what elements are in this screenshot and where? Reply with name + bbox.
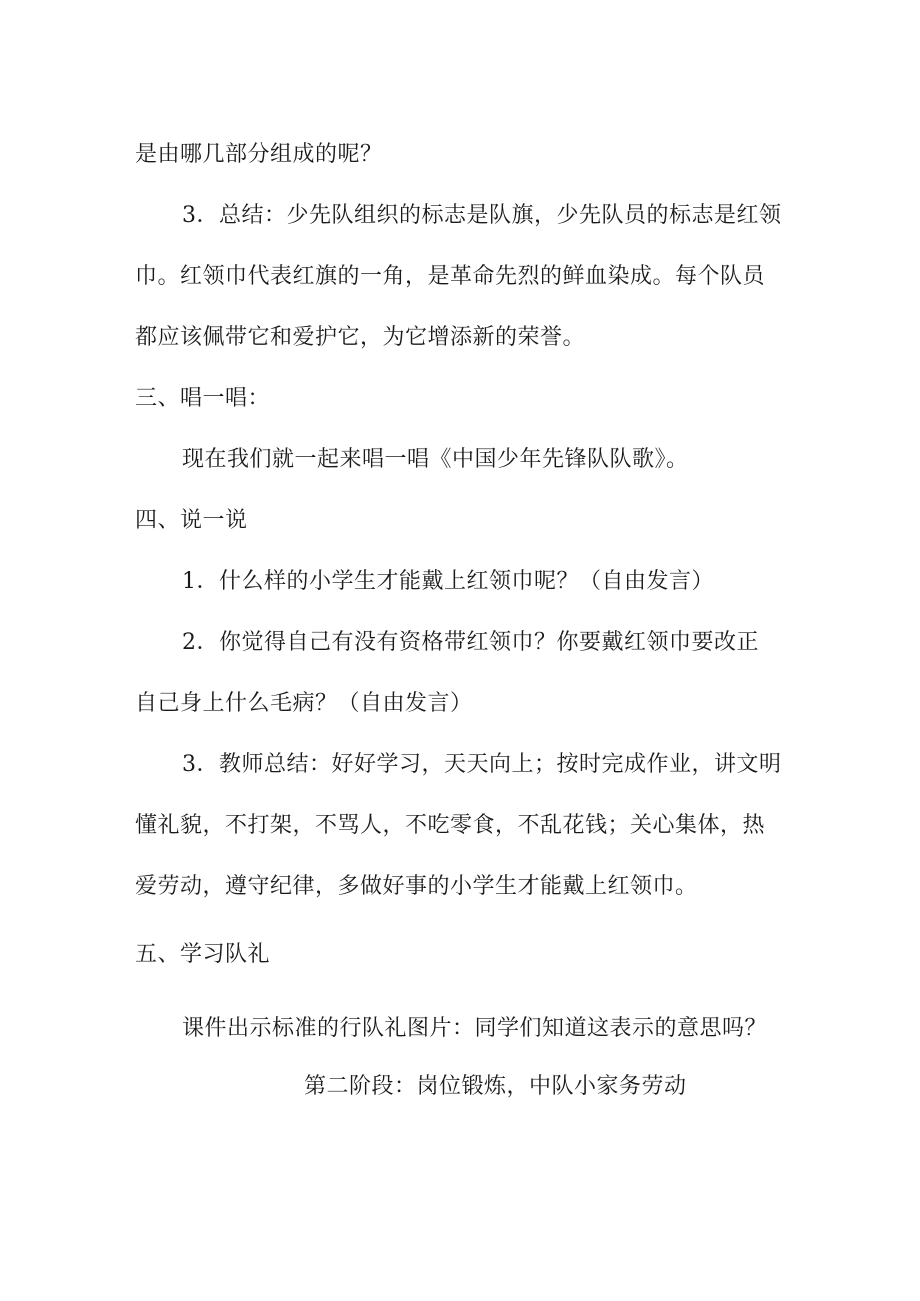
text-line: 爱劳动，遵守纪律，多做好事的小学生才能戴上红领巾。: [135, 874, 698, 899]
text-line: 懂礼貌，不打架，不骂人，不吃零食，不乱花钱；关心集体，热: [135, 813, 766, 838]
text-line: 现在我们就一起来唱一唱《中国少年先锋队队歌》。: [182, 447, 689, 472]
text-line: 3．教师总结：好好学习，天天向上；按时完成作业，讲文明: [182, 752, 782, 777]
text-line: 是由哪几部分组成的呢？: [135, 142, 383, 167]
section-heading: 五、学习队礼: [135, 942, 271, 967]
section-heading: 三、唱一唱：: [135, 386, 271, 411]
text-line: 课件出示标准的行队礼图片：同学们知道这表示的意思吗？: [182, 1016, 768, 1041]
text-line: 巾。红领巾代表红旗的一角，是革命先烈的鲜血染成。每个队员: [135, 264, 766, 289]
text-line: 1．什么样的小学生才能戴上红领巾呢？（自由发言）: [182, 569, 714, 594]
section-heading: 四、说一说: [135, 508, 248, 533]
text-line: 2．你觉得自己有没有资格带红领巾？你要戴红领巾要改正: [182, 630, 759, 655]
text-line: 3．总结：少先队组织的标志是队旗，少先队员的标志是红领: [182, 203, 782, 228]
text-line: 都应该佩带它和爱护它，为它增添新的荣誉。: [135, 325, 586, 350]
text-line: 自己身上什么毛病？（自由发言）: [135, 691, 473, 716]
stage-heading: 第二阶段：岗位锻炼，中队小家务劳动: [304, 1074, 687, 1099]
